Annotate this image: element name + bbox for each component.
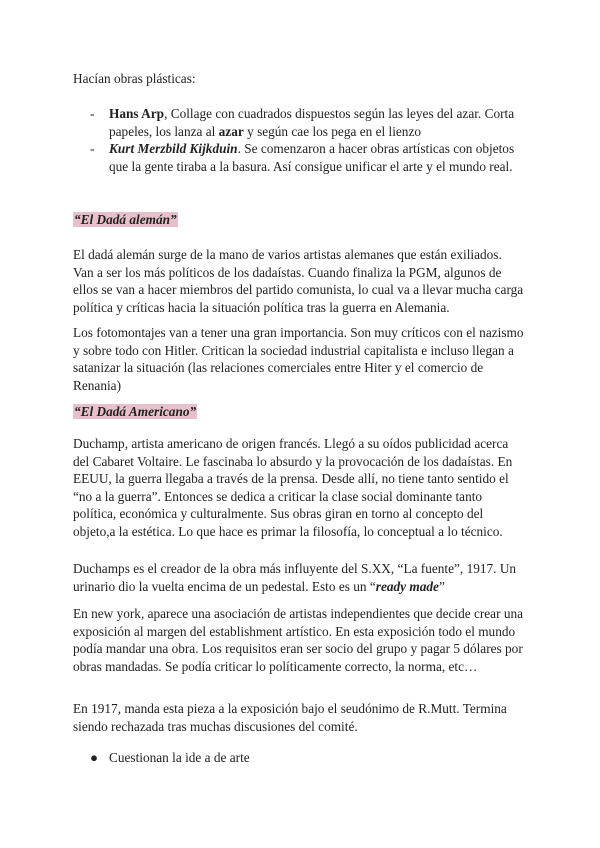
section-heading-dada-aleman: “El Dadá alemán” (74, 212, 177, 227)
paragraph: Duchamp, artista americano de origen francés. Llegó a su oídos publicidad acerca del Cabaret Voltaire. Le fascinaba lo absurdo y la provocación de los dadaístas. En EEUU, la guerra llegaba a través de la prensa. Desde allí, no tiene tanto sentido el “no a la guerra”. Entonces se dedica a criticar la clase social dominante tanto política, económica y culturalmente. Sus obras giran en torno al concepto del objeto,a la estética. Lo que hace es primar la filosofía, lo conceptual a lo técnico. (73, 436, 513, 539)
artist-name: Hans Arp (109, 106, 165, 121)
artist-name: Kurt Merzbild Kijkduin (109, 141, 238, 157)
dash-marker: - (90, 106, 95, 121)
section-heading-dada-americano: “El Dadá Americano” (74, 404, 197, 419)
list-item-kurt-merzbild (73, 140, 533, 175)
list-item-text: Cuestionan la ide a de arte (109, 750, 250, 765)
artist-list (73, 105, 533, 175)
artist-description: , Collage con cuadrados dispuestos según las leyes del azar. Corta papeles, los lanza al (109, 106, 515, 139)
intro-line: Hacían obras plásticas: (73, 71, 196, 86)
paragraph: En 1917, manda esta pieza a la exposición bajo el seudónimo de R.Mutt. Termina siendo rechazada tras muchas discusiones del comité. (73, 701, 507, 734)
paragraph: En new york, aparece una asociación de artistas independientes que decide crear una exposición al margen del establishment artístico. En esta exposición todo el mundo podía mandar una obra. Los requisitos eran ser socio del grupo y pagar 5 dólares por obras mandadas. Se podía criticar lo políticamente correcto, la norma, etc… (73, 606, 524, 674)
paragraph: El dadá alemán surge de la mano de varios artistas alemanes que están exiliados. Van a ser los más políticos de los dadaístas. Cuando finaliza la PGM, algunos de ellos se van a hacer miembros del partido comunista, lo cual va a llevar mucha carga política y críticas hacia la situación política tras la guerra en Alemania. (73, 247, 524, 315)
emphasis-text: azar (218, 123, 244, 139)
dash-marker: - (90, 141, 95, 157)
paragraph: Duchamps es el creador de la obra más influyente del S.XX, “La fuente”, 1917. Un urinario dio la vuelta encima de un pedestal. Esto es un “ready made” (73, 561, 517, 594)
paragraph: Los fotomontajes van a tener una gran importancia. Son muy críticos con el nazismo y sobre todo con Hitler. Critican la sociedad industrial capitalista e incluso llegan a satanizar la situación (las relaciones comerciales entre Hiter y el comercio de Renania) (73, 325, 524, 393)
artist-description-end: y según cae los pega en el lienzo (243, 123, 421, 139)
emphasis-text: ready made (375, 578, 439, 594)
list-item-hans-arp (73, 105, 533, 140)
bullet-marker: ● (90, 750, 99, 765)
artist-description: . Se comenzaron a hacer obras artísticas con objetos que la gente tiraba a la basura. Así consigue unificar el arte y el mundo real. (109, 141, 515, 174)
